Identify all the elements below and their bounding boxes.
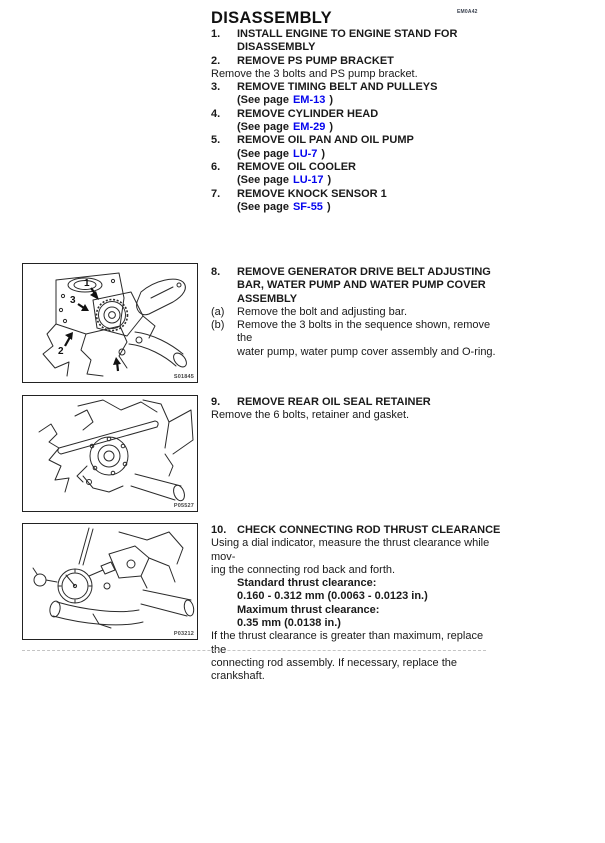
step-number: 2. xyxy=(211,54,221,67)
step-10-tail-line2: connecting rod assembly. If necessary, replace the crankshaft. xyxy=(211,656,457,683)
water-pump-illustration xyxy=(23,264,197,382)
see-page-suffix: ) xyxy=(326,200,331,213)
step-6 xyxy=(211,161,511,174)
spec-maximum-value: 0.35 mm (0.0138 in.) xyxy=(237,617,341,630)
step-5 xyxy=(211,134,511,147)
step-heading: INSTALL ENGINE TO ENGINE STAND FOR xyxy=(237,28,458,40)
top-steps-list xyxy=(211,28,511,214)
step-heading: REMOVE CYLINDER HEAD xyxy=(237,107,379,120)
step-1-heading-line2: DISASSEMBLY xyxy=(237,41,316,54)
see-page-line xyxy=(211,148,511,161)
substep-b-text-line1: Remove the 3 bolts in the sequence shown, remove the xyxy=(237,319,491,345)
figure-dial-indicator xyxy=(22,523,198,640)
rear-oil-seal-illustration xyxy=(23,396,197,511)
see-page-prefix: (See page xyxy=(237,147,289,160)
callout-1: 1 xyxy=(84,278,90,289)
step-number: 4. xyxy=(211,107,221,120)
see-page-suffix: ) xyxy=(329,121,334,134)
see-page-line xyxy=(211,174,511,187)
step-number: 1. xyxy=(211,28,221,40)
step-number: 7. xyxy=(211,187,221,200)
step-9-body: Remove the 6 bolts, retainer and gasket. xyxy=(211,409,410,422)
step-number: 8. xyxy=(211,266,221,278)
substep-a-text: Remove the bolt and adjusting bar. xyxy=(237,305,408,318)
step-heading: CHECK CONNECTING ROD THRUST CLEARANCE xyxy=(237,524,501,536)
step-8-block xyxy=(211,266,501,359)
callout-2: 2 xyxy=(58,346,64,357)
substep-a-label: (a) xyxy=(211,305,225,318)
see-page-prefix: (See page xyxy=(237,174,289,187)
callout-3: 3 xyxy=(70,295,76,306)
section-divider xyxy=(22,650,486,651)
step-10-body-line2: ing the connecting rod back and forth. xyxy=(211,563,396,576)
step-9-block xyxy=(211,396,501,423)
spec-standard-value: 0.160 - 0.312 mm (0.0063 - 0.0123 in.) xyxy=(237,590,428,603)
see-page-link[interactable]: EM-29 xyxy=(292,121,326,134)
see-page-suffix: ) xyxy=(327,174,332,187)
step-10-block xyxy=(211,524,501,684)
spec-maximum-label: Maximum thrust clearance: xyxy=(237,603,380,616)
see-page-prefix: (See page xyxy=(237,200,289,213)
step-heading: REMOVE GENERATOR DRIVE BELT ADJUSTING xyxy=(237,266,491,278)
step-2 xyxy=(211,55,511,68)
see-page-link[interactable]: LU-7 xyxy=(292,147,318,160)
step-heading: REMOVE OIL PAN AND OIL PUMP xyxy=(237,134,414,147)
step-number: 6. xyxy=(211,160,221,173)
step-heading: REMOVE KNOCK SENSOR 1 xyxy=(237,187,387,200)
substep-b-text-line2: water pump, water pump cover assembly and O-ring. xyxy=(237,345,496,358)
step-number: 10. xyxy=(211,524,227,536)
figure-code: P03212 xyxy=(173,631,194,637)
step-heading: REMOVE TIMING BELT AND PULLEYS xyxy=(237,81,438,94)
spec-standard-label: Standard thrust clearance: xyxy=(237,577,377,590)
step-1 xyxy=(211,28,511,41)
see-page-line xyxy=(211,94,511,107)
see-page-line xyxy=(211,201,511,214)
page-title: DISASSEMBLY xyxy=(211,9,332,27)
step-10-tail-line1: If the thrust clearance is greater than maximum, replace the xyxy=(211,630,484,656)
step-heading-line3: ASSEMBLY xyxy=(237,292,298,305)
step-number: 5. xyxy=(211,134,221,147)
step-heading-line2: BAR, WATER PUMP AND WATER PUMP COVER xyxy=(237,279,486,292)
see-page-link[interactable]: EM-13 xyxy=(292,94,326,107)
see-page-link[interactable]: SF-55 xyxy=(292,200,323,213)
see-page-prefix: (See page xyxy=(237,94,289,107)
step-heading: REMOVE PS PUMP BRACKET xyxy=(237,54,394,67)
figure-water-pump xyxy=(22,263,198,383)
step-3 xyxy=(211,81,511,94)
step-4 xyxy=(211,108,511,121)
doc-code: EM0A42 xyxy=(457,9,478,15)
see-page-link[interactable]: LU-17 xyxy=(292,174,324,187)
step-10-body-line1: Using a dial indicator, measure the thrust clearance while mov- xyxy=(211,537,490,563)
see-page-suffix: ) xyxy=(321,147,326,160)
step-number: 3. xyxy=(211,81,221,94)
figure-code: P05527 xyxy=(173,503,194,509)
see-page-prefix: (See page xyxy=(237,121,289,134)
step-2-body: Remove the 3 bolts and PS pump bracket. xyxy=(211,67,418,80)
substep-b-label: (b) xyxy=(211,319,225,332)
figure-code: S01845 xyxy=(173,374,194,380)
step-number: 9. xyxy=(211,396,221,408)
step-heading: REMOVE OIL COOLER xyxy=(237,160,356,173)
step-7 xyxy=(211,188,511,201)
dial-indicator-illustration xyxy=(23,524,197,639)
step-heading: REMOVE REAR OIL SEAL RETAINER xyxy=(237,396,431,408)
figure-rear-oil-seal-retainer xyxy=(22,395,198,512)
see-page-line xyxy=(211,121,511,134)
see-page-suffix: ) xyxy=(329,94,334,107)
